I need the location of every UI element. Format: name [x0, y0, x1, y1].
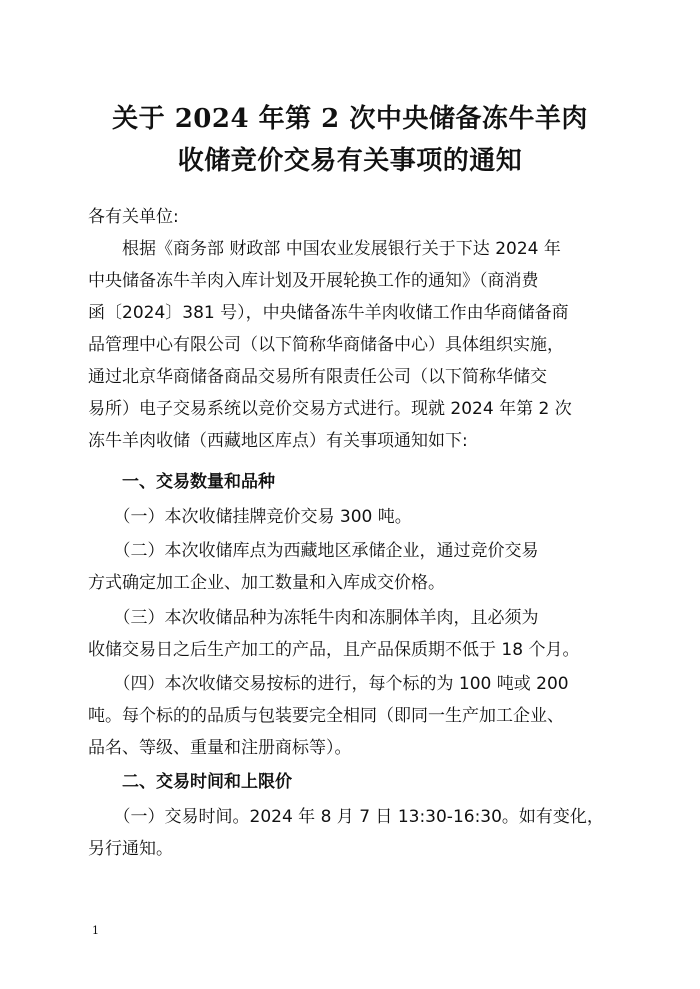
body-line: 品名、等级、重量和注册商标等）。 [88, 738, 352, 758]
page-number: 1 [92, 924, 99, 937]
section-heading-1: 一、交易数量和品种 [88, 472, 275, 492]
body-line: 吨。每个标的的品质与包装要完全相同（即同一生产加工企业、 [88, 706, 564, 726]
body-line: 收储交易日之后生产加工的产品，且产品保质期不低于 18 个月。 [88, 640, 580, 660]
body-line: （一）本次收储挂牌竞价交易 300 吨。 [88, 507, 412, 527]
body-line: 中央储备冻牛羊肉入库计划及开展轮换工作的通知》（商消费 [88, 271, 539, 291]
title-line-2: 收储竞价交易有关事项的通知 [177, 146, 523, 176]
body-line: 函〔2024〕381 号），中央储备冻牛羊肉收储工作由华商储备商 [88, 303, 569, 323]
body-line: 品管理中心有限公司（以下简称华商储备中心）具体组织实施， [88, 335, 564, 355]
body-line: 根据《商务部 财政部 中国农业发展银行关于下达 2024 年 [88, 239, 561, 259]
body-line: 易所）电子交易系统以竞价交易方式进行。现就 2024 年第 2 次 [88, 399, 572, 419]
body-line: 方式确定加工企业、加工数量和入库成交价格。 [88, 573, 445, 593]
salutation: 各有关单位: [88, 207, 179, 227]
body-line: 冻牛羊肉收储（西藏地区库点）有关事项通知如下: [88, 431, 468, 451]
body-line: （三）本次收储品种为冻牦牛肉和冻胴体羊肉，且必须为 [88, 608, 539, 628]
body-line: （二）本次收储库点为西藏地区承储企业，通过竞价交易 [88, 541, 539, 561]
body-line: 通过北京华商储备商品交易所有限责任公司（以下简称华储交 [88, 367, 547, 387]
body-line: （四）本次收储交易按标的进行，每个标的为 100 吨或 200 [88, 674, 569, 694]
section-heading-2: 二、交易时间和上限价 [88, 772, 292, 792]
body-line: 另行通知。 [88, 839, 173, 859]
title-line-1: 关于 2024 年第 2 次中央储备冻牛羊肉 [112, 104, 588, 134]
body-line: （一）交易时间。2024 年 8 月 7 日 13:30-16:30。如有变化， [88, 807, 604, 827]
